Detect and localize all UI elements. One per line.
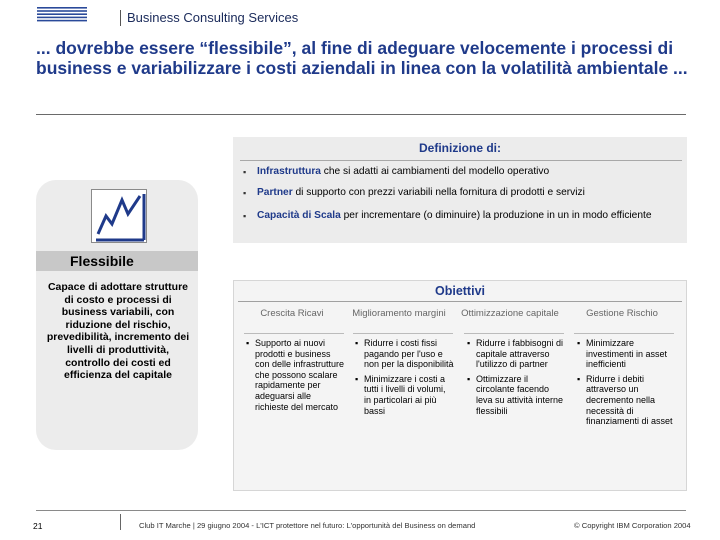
objective-list-crescita-ricavi — [246, 338, 346, 416]
definition-text: per incrementare (o diminuire) la produzione in un in modo efficiente — [340, 210, 652, 221]
ibm-logo — [37, 6, 87, 24]
bullet-icon: ▪ — [243, 167, 247, 177]
bullet-icon: ▪ — [243, 188, 247, 198]
column-divider — [464, 333, 564, 334]
line-chart-icon — [91, 189, 147, 243]
objective-list-miglioramento-margini — [355, 338, 455, 420]
objective-list-gestione-rischio — [577, 338, 677, 431]
objectives-divider — [238, 301, 682, 302]
definition-term: Partner — [257, 187, 293, 198]
page-number: 21 — [33, 521, 43, 531]
list-item: ▪ Minimizzare investimenti in asset inefficienti — [577, 338, 677, 370]
definition-divider — [240, 160, 682, 161]
definition-text: di supporto con prezzi variabili nella fornitura di prodotti e servizi — [292, 187, 585, 198]
copyright: © Copyright IBM Corporation 2004 — [574, 521, 691, 530]
definition-title: Definizione di: — [419, 141, 501, 155]
objectives-title: Obiettivi — [434, 284, 485, 298]
footer-separator — [120, 514, 121, 530]
flessibile-label: Flessibile — [70, 253, 134, 269]
header-separator — [120, 10, 121, 26]
title-divider — [36, 114, 686, 115]
definition-item — [243, 166, 679, 178]
header-title: Business Consulting Services — [127, 10, 299, 25]
list-item: ▪ Ottimizzare il circolante facendo leva su attività interne flessibili — [467, 374, 567, 416]
footer-divider — [36, 510, 686, 511]
definition-term: Infrastruttura — [257, 166, 321, 177]
flessibile-label-bar — [36, 251, 198, 271]
column-divider — [353, 333, 453, 334]
column-divider — [244, 333, 344, 334]
definition-term: Capacità di Scala — [257, 210, 341, 221]
list-item: ▪ Supporto ai nuovi prodotti e business con delle infrastrutture che possono scalare rapidamente per adeguarsi alle richieste del mercato — [246, 338, 346, 412]
definition-item — [243, 187, 679, 199]
footer-text: Club IT Marche | 29 giugno 2004 - L'ICT protettore nel futuro: L'opportunità del Business on demand — [139, 521, 476, 530]
objective-heading-ottimizzazione-capitale: Ottimizzazione capitale — [461, 308, 559, 319]
objective-heading-gestione-rischio: Gestione Rischio — [586, 308, 658, 319]
objective-heading-crescita-ricavi: Crescita Ricavi — [260, 308, 324, 319]
list-item: ▪ Ridurre i debiti attraverso un decremento nella necessità di finanziamenti di asset — [577, 374, 677, 427]
column-divider — [574, 333, 674, 334]
ibm-logo-text — [46, 6, 77, 24]
list-item: ▪ Ridurre i costi fissi pagando per l'uso e non per la disponibilità — [355, 338, 455, 370]
bullet-icon: ▪ — [243, 211, 247, 221]
flessibile-description: Capace di adottare strutture di costo e processi di business variabili, con riduzione del rischio, prevedibilità, incremento dei livelli di produttività, controllo dei costi ed efficienza del capitale — [46, 281, 190, 382]
list-item: ▪ Minimizzare i costi a tutti i livelli di volumi, in particolari ai più bassi — [355, 374, 455, 416]
objective-list-ottimizzazione-capitale — [467, 338, 567, 420]
definition-item — [243, 210, 679, 222]
list-item: ▪ Ridurre i fabbisogni di capitale attraverso l'utilizzo di partner — [467, 338, 567, 370]
objective-heading-miglioramento-margini: Miglioramento margini — [352, 308, 446, 319]
page-title: ... dovrebbe essere “flessibile”, al fine di adeguare velocemente i processi di business e variabilizzare i costi aziendali in linea con la volatilità ambientale ... — [36, 38, 688, 78]
definition-text: che si adatti ai cambiamenti del modello operativo — [320, 166, 550, 177]
